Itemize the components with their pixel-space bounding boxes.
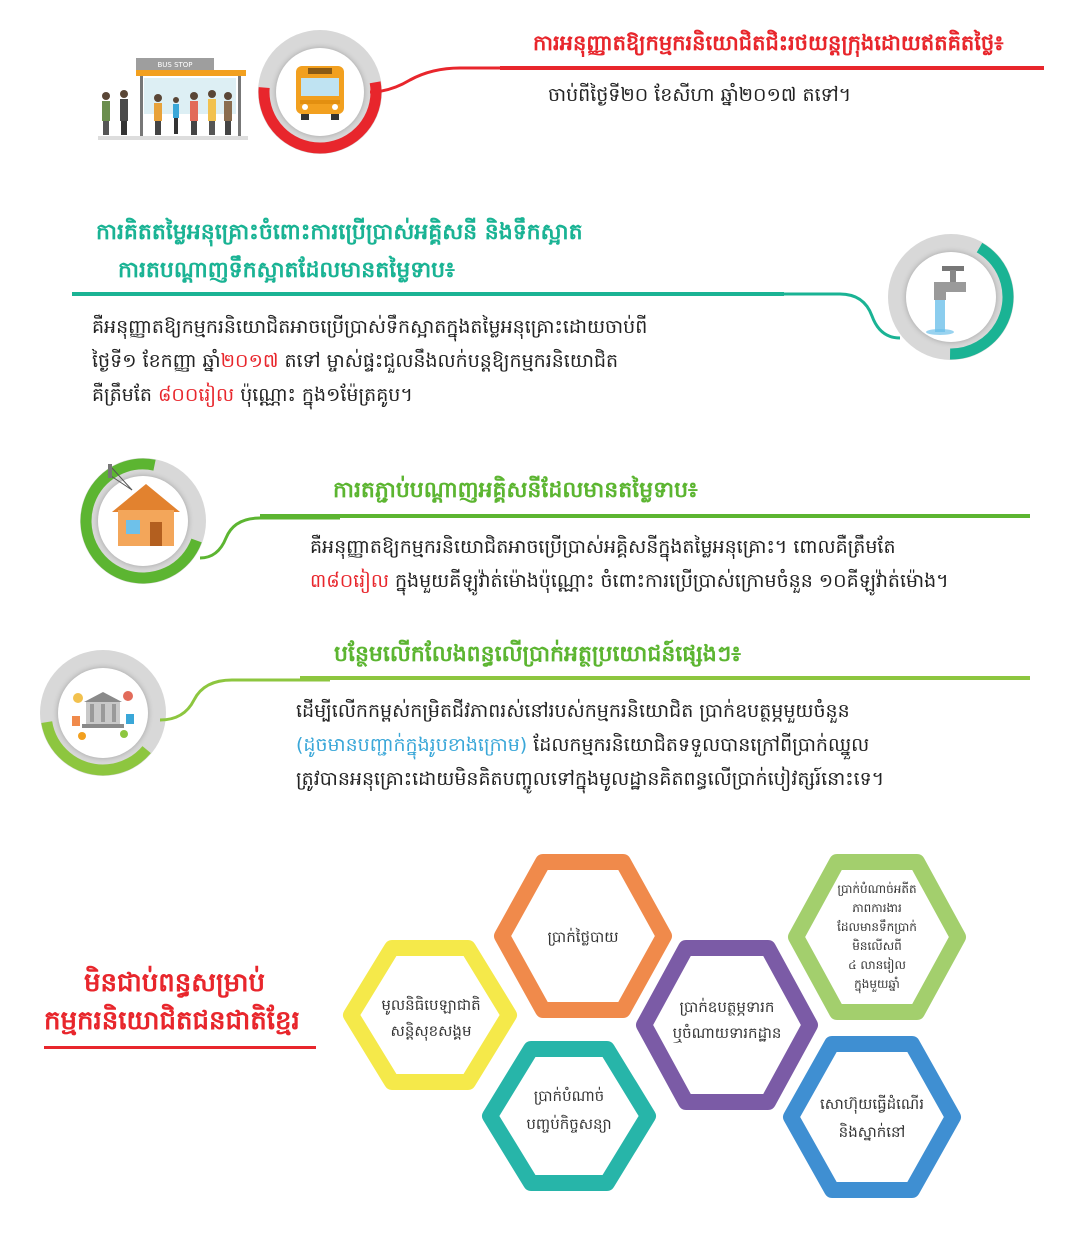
water-text-line2-a: ថ្ងៃទី១ ខែកញ្ញា ឆ្នាំ <box>92 350 221 372</box>
hex-travel-label <box>808 1090 936 1146</box>
hex-severance-line2: បញ្ចប់កិច្ចសន្យា <box>526 1115 612 1133</box>
hex-social-security-line1: មូលនិធិបេឡាជាតិ <box>381 996 481 1014</box>
tax-note-highlight: (ដូចមានបញ្ជាក់ក្នុងរូបខាងក្រោម) <box>296 734 528 756</box>
hex-seniority-label <box>817 880 937 994</box>
hex-seniority-line5: ៤ លានរៀល <box>848 958 906 972</box>
water-price-highlight: ៨០០រៀល <box>157 384 235 406</box>
water-title-line2: ការតបណ្តាញទឹកស្អាតដែលមានតម្លៃទាប៖ <box>118 258 455 283</box>
hex-severance-line1: ប្រាក់បំណាច់ <box>533 1087 605 1105</box>
hex-childbirth-label <box>660 994 794 1046</box>
hex-seniority-line3: ដែលមានទឹកប្រាក់ <box>837 920 917 934</box>
hex-travel-line2: និងស្នាក់នៅ <box>838 1123 906 1141</box>
bottom-title-line1: មិនជាប់ពន្ធសម្រាប់ <box>84 968 266 998</box>
electric-text-line2-b: ក្នុងមួយគីឡូវ៉ាត់ម៉ោងប៉ុណ្ណោះ ចំពោះការប្រើប្រាស់ក្រោមចំនួន ១០គីឡូវ៉ាត់ម៉ោង។ <box>388 570 949 592</box>
water-text-line1: គឺអនុញ្ញាតឱ្យកម្មករនិយោជិតអាចប្រើប្រាស់ទឹកស្អាតក្នុងតម្លៃអនុគ្រោះដោយចាប់ពី <box>92 316 648 338</box>
hex-seniority-line6: ក្នុងមួយឆ្នាំ <box>854 977 900 991</box>
bus-stop-sign: BUS STOP <box>157 61 193 69</box>
tax-text-line1: ដើម្បីលើកកម្ពស់កម្រិតជីវភាពរស់នៅរបស់កម្មករនិយោជិត ប្រាក់ឧបត្ថម្ភមួយចំនួន <box>296 700 850 722</box>
hex-seniority-line2: ភាពការងារ <box>852 901 902 915</box>
hex-social-security-label <box>366 992 496 1044</box>
water-text-line3-a: គឺត្រឹមតែ <box>92 384 158 406</box>
bottom-title-line2: កម្មករនិយោជិតជនជាតិខ្មែរ <box>44 1006 300 1036</box>
water-text-line2-b: តទៅ ម្ចាស់ផ្ទះជួលនឹងលក់បន្តឱ្យកម្មករនិយោជិត <box>278 350 619 372</box>
tax-text-line3: ត្រូវបានអនុគ្រោះដោយមិនគិតបញ្ចូលទៅក្នុងមូលដ្ឋានគិតពន្ធលើប្រាក់បៀវត្សរ៍នោះទេ។ <box>296 768 885 790</box>
bus-section-title: ការអនុញ្ញាតឱ្យកម្មករនិយោជិតជិះរថយន្តក្រុងដោយឥតគិតថ្លៃ៖ <box>533 31 1004 55</box>
electric-text-line1: គឺអនុញ្ញាតឱ្យកម្មករនិយោជិតអាចប្រើប្រាស់អគ្គិសនីក្នុងតម្លៃអនុគ្រោះ។ ពោលគឺត្រឹមតែ <box>310 536 896 558</box>
hex-travel-line1: សោហ៊ុយធ្វើដំណើរ <box>819 1095 924 1113</box>
tax-section-title: បន្ថែមលើកលែងពន្ធលើប្រាក់អត្ថប្រយោជន៍ផ្សេងៗ៖ <box>334 642 741 667</box>
tax-text-line2-b: ដែលកម្មករនិយោជិតទទួលបានក្រៅពីប្រាក់ឈ្នួល <box>527 734 870 756</box>
hex-seniority-line1: ប្រាក់បំណាច់អតីត <box>837 882 917 896</box>
hex-childbirth-line2: ឬចំណាយទារកដ្ឋាន <box>672 1024 782 1042</box>
water-title-line1: ការគិតតម្លៃអនុគ្រោះចំពោះការប្រើប្រាស់អគ្គិសនី និងទឹកស្អាត <box>96 220 583 245</box>
electric-section-title: ការតភ្ជាប់បណ្តាញអគ្គិសនីដែលមានតម្លៃទាប៖ <box>333 478 698 503</box>
bus-section-text: ចាប់ពីថ្ងៃទី២០ ខែសីហា ឆ្នាំ២០១៧ តទៅ។ <box>548 84 852 106</box>
hex-childbirth-line1: ប្រាក់ឧបត្ថម្ភទារក <box>679 998 775 1016</box>
water-text-line3-b: ប៉ុណ្ណោះ ក្នុង១ម៉ែត្រគូប។ <box>234 384 413 406</box>
water-year-highlight: ២០១៧ <box>220 350 279 372</box>
hex-social-security-line2: សន្តិសុខសង្គម <box>390 1022 472 1040</box>
hex-meal-allowance-label: ប្រាក់ថ្លៃបាយ <box>547 928 619 946</box>
hex-severance-label <box>506 1082 632 1138</box>
electric-price-highlight: ៣៨០រៀល <box>310 570 389 592</box>
hex-seniority-line4: មិនលើសពី <box>852 939 902 953</box>
